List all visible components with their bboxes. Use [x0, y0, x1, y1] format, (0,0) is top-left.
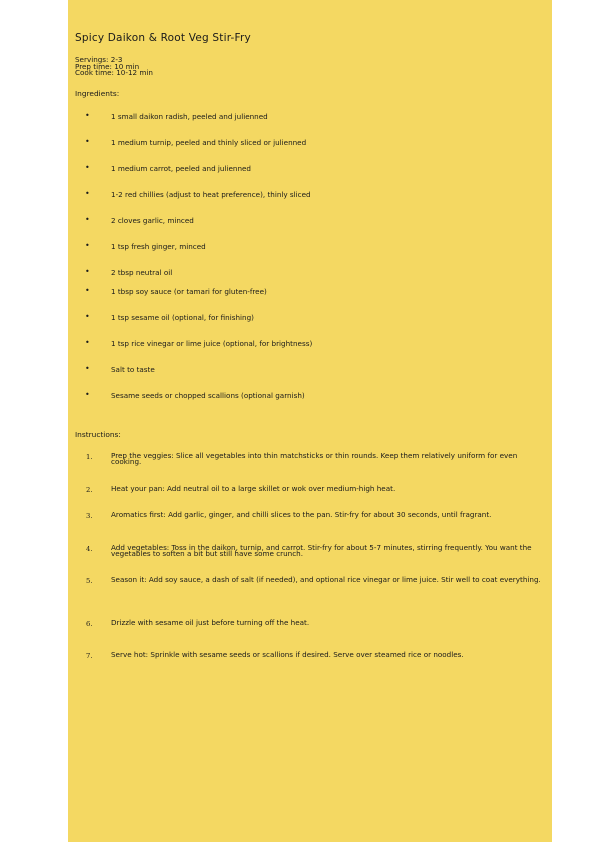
step-number: 7. [86, 652, 93, 660]
step-number: 2. [86, 486, 93, 494]
step-text: Aromatics first: Add garlic, ginger, and chilli slices to the pan. Stir-fry for about 30 seconds, until fragrant. [111, 510, 492, 519]
step-text: Prep the veggies: Slice all vegetables into thin matchsticks or thin rounds. Keep them relatively uniform for even cooking. [111, 451, 518, 467]
step-text: Add vegetables: Toss in the daikon, turnip, and carrot. Stir-fry for about 5-7 minutes, stirring frequently. You want the vegetables to soften a bit but still have some crunch. [111, 543, 532, 559]
step-text: Season it: Add soy sauce, a dash of salt (if needed), and optional rice vinegar or lime juice. Stir well to coat everything. [111, 575, 541, 584]
bullet: • [85, 286, 90, 295]
bullet: • [85, 137, 90, 146]
cook-time: Cook time: 10-12 min [75, 68, 153, 78]
bullet: • [85, 312, 90, 321]
step-number: 3. [86, 512, 93, 520]
step-number: 5. [86, 577, 93, 585]
step-number: 6. [86, 620, 93, 628]
step-text: Heat your pan: Add neutral oil to a large skillet or wok over medium-high heat. [111, 484, 396, 493]
bullet: • [85, 215, 90, 224]
step-text: Drizzle with sesame oil just before turning off the heat. [111, 618, 310, 627]
bullet: • [85, 111, 90, 120]
recipe-page: Spicy Daikon & Root Veg Stir-Fry Servings: 2-3 Prep time: 10 min Cook time: 10-12 min Ingredients: • 1 small daikon radish, peeled and julienned • 1 medium turnip, peeled and thinly sliced or julienned • 1 medium carrot, peeled and julienned • 1-2 red chillies (adjust to heat preference), thinly sliced • 2 cloves garlic, minced • 1 tsp fresh ginger, minced • 2 tbsp neutral oil • 1 tbsp soy sauce (or tamari for gluten-free) • 1 tsp sesame oil (optional, for finishing) • 1 tsp rice vinegar or lime juice (optional, for brightness) • Salt to taste • Sesame seeds or chopped scallions (optional garnish) Instructions: 1. Prep the veggies: Slice all vegetables into thin matchsticks or thin rounds. Keep them relatively uniform for even cooking. 2. Heat your pan: Add neutral oil to a large skillet or wok over medium-high heat. 3. Aromatics first: Add garlic, ginger, and chilli slices to the pan. Stir-fry for about 30 seconds, until fragrant. 4. Add vegetables: Toss in the daikon, turnip, and carrot. Stir-fry for about 5-7 minutes, stirring frequently. You want the vegetables to soften a bit but still have some crunch. 5. Season it: Add soy sauce, a dash of salt (if needed), and optional rice vinegar or lime juice. Stir well to coat everything. 6. Drizzle with sesame oil just before turning off the heat. 7. Serve hot: Sprinkle with sesame seeds or scallions if desired. Serve over steamed rice or noodles. [68, 0, 552, 842]
bullet: • [85, 364, 90, 373]
step-number: 4. [86, 545, 93, 553]
recipe-title: Spicy Daikon & Root Veg Stir-Fry [75, 32, 251, 44]
bullet: • [85, 390, 90, 399]
recipe-meta [75, 57, 153, 77]
bullet: • [85, 267, 90, 276]
step-text: Serve hot: Sprinkle with sesame seeds or scallions if desired. Serve over steamed rice or noodles. [111, 650, 464, 659]
bullet: • [85, 189, 90, 198]
bullet: • [85, 163, 90, 172]
servings: Servings: 2-3 [75, 55, 123, 64]
bullet: • [85, 338, 90, 347]
prep-time: Prep time: 10 min [75, 61, 140, 71]
bullet: • [85, 241, 90, 250]
ingredients-heading: Ingredients: [75, 89, 120, 98]
step-number: 1. [86, 453, 93, 461]
instructions-heading: Instructions: [75, 430, 121, 439]
